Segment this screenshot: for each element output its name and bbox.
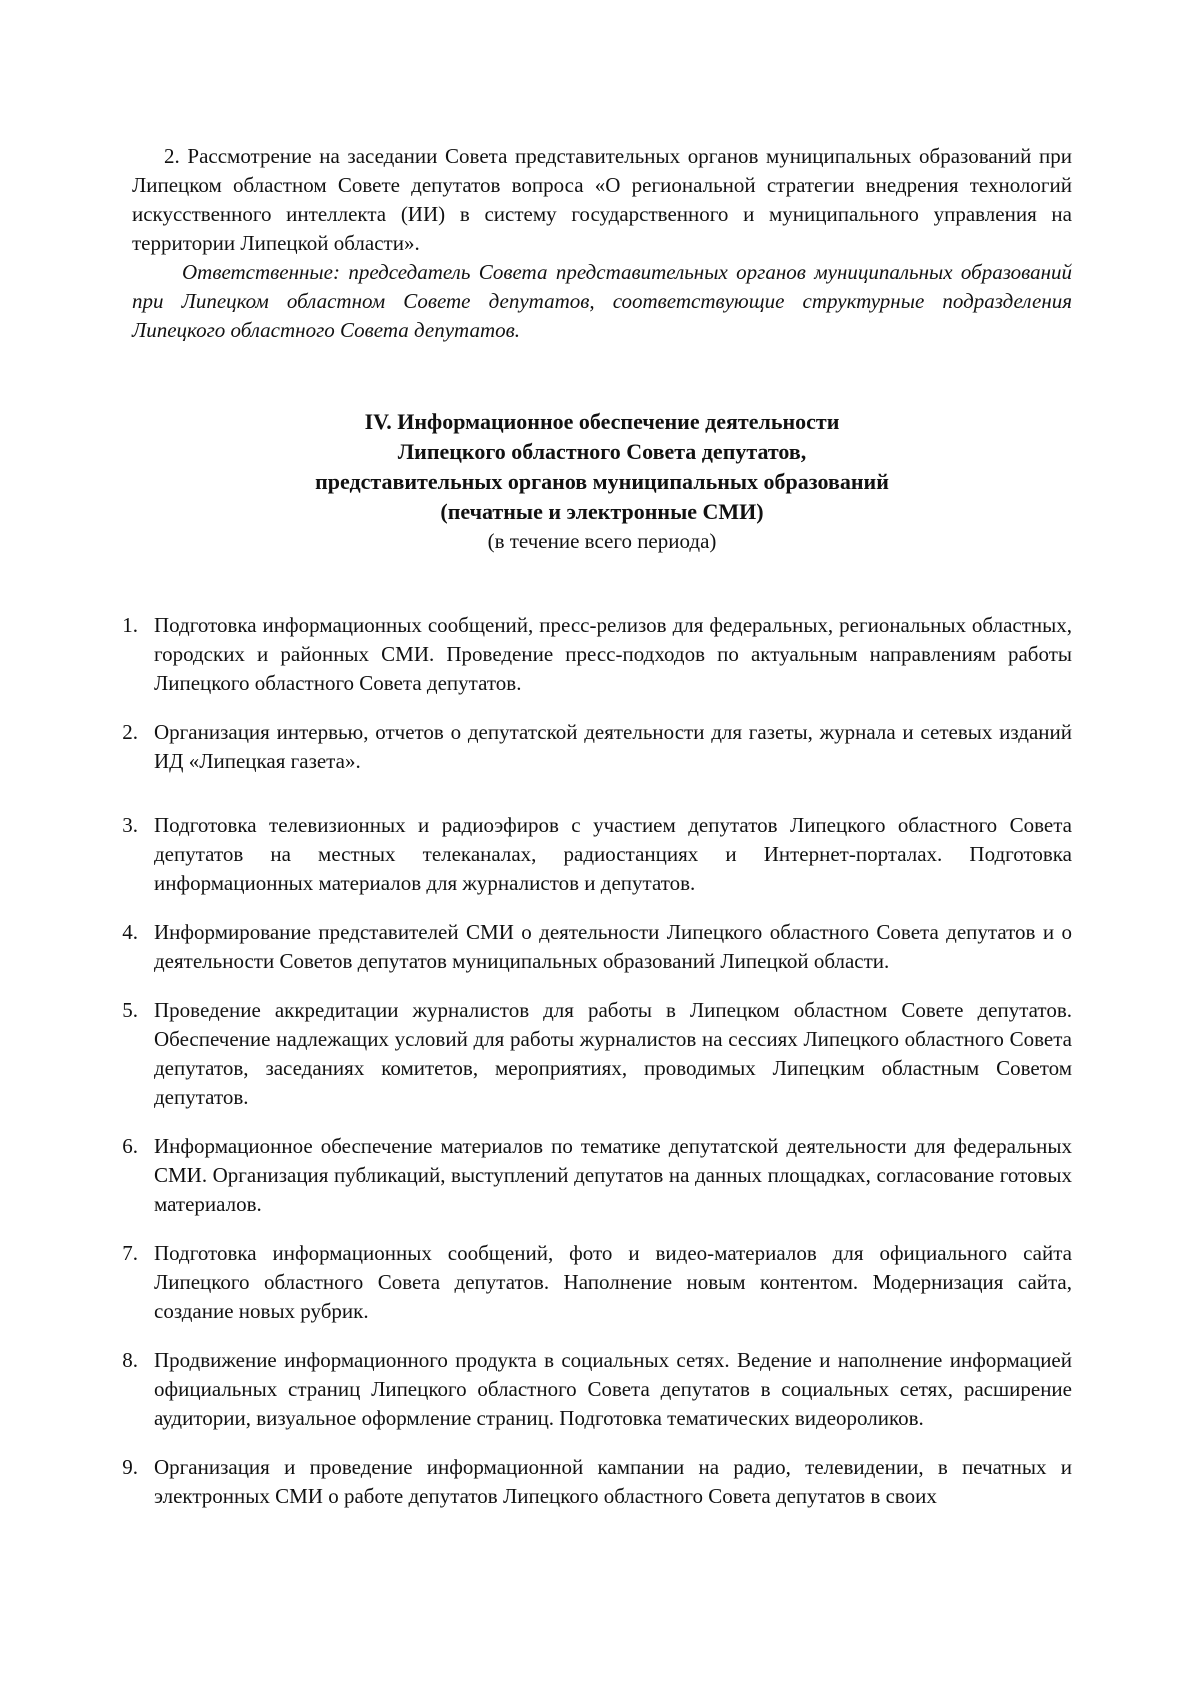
list-item-number: 6. xyxy=(122,1134,138,1158)
section-title-line-4: (печатные и электронные СМИ) xyxy=(440,499,764,524)
list-item-text: Подготовка телевизионных и радиоэфиров с участием депутатов Липецкого областного Совета депутатов на местных телеканалах, радиостанциях и Интернет-порталах. Подготовка информационных материалов для журналистов и депутатов. xyxy=(154,813,1072,895)
list-item-text: Организация и проведение информационной кампании на радио, телевидении, в печатных и электронных СМИ о работе депутатов Липецкого областного Совета депутатов в своих xyxy=(154,1455,1072,1508)
activity-list xyxy=(122,611,1072,1511)
list-item xyxy=(122,1239,1072,1326)
intro-paragraph: 2. Рассмотрение на заседании Совета представительных органов муниципальных образований при Липецком областном Совете депутатов вопроса «О региональной стратегии внедрения технологий искусственного интеллекта (ИИ) в систему государственного и муниципального управления на территории Липецкой области». xyxy=(132,144,1072,255)
list-item-number: 8. xyxy=(122,1348,138,1372)
list-item-text: Подготовка информационных сообщений, фото и видео-материалов для официального сайта Липецкого областного Совета депутатов. Наполнение новым контентом. Модернизация сайта, создание новых рубрик. xyxy=(154,1241,1072,1323)
list-item xyxy=(122,1346,1072,1433)
list-item xyxy=(122,1453,1072,1511)
list-item xyxy=(122,718,1072,776)
list-item xyxy=(122,611,1072,698)
document-body xyxy=(122,142,1072,1531)
list-item-number: 2. xyxy=(122,720,138,744)
list-item xyxy=(122,811,1072,898)
list-item xyxy=(122,996,1072,1112)
section-title-line-1: IV. Информационное обеспечение деятельности xyxy=(364,409,840,434)
section-title-line-2: Липецкого областного Совета депутатов, xyxy=(397,439,807,464)
list-item-text: Проведение аккредитации журналистов для работы в Липецком областном Совете депутатов. Обеспечение надлежащих условий для работы журналистов на сессиях Липецкого областного Совета депутатов, заседаниях комитетов, мероприятиях, проводимых Липецким областным Советом депутатов. xyxy=(154,998,1072,1109)
section-subtitle: (в течение всего периода) xyxy=(487,529,717,553)
list-item-number: 7. xyxy=(122,1241,138,1265)
responsible-note: Ответственные: председатель Совета представительных органов муниципальных образований при Липецком областном Совете депутатов, соответствующие структурные подразделения Липецкого областного Совета депутатов. xyxy=(132,260,1072,342)
list-item-number: 5. xyxy=(122,998,138,1022)
section-title-line-3: представительных органов муниципальных образований xyxy=(315,469,889,494)
list-item-text: Информирование представителей СМИ о деятельности Липецкого областного Совета депутатов и о деятельности Советов депутатов муниципальных образований Липецкой области. xyxy=(154,920,1072,973)
list-item xyxy=(122,1132,1072,1219)
section-heading xyxy=(132,407,1072,555)
list-item-number: 9. xyxy=(122,1455,138,1479)
list-item-number: 1. xyxy=(122,613,138,637)
list-item-text: Организация интервью, отчетов о депутатской деятельности для газеты, журнала и сетевых изданий ИД «Липецкая газета». xyxy=(154,720,1072,773)
list-item-number: 4. xyxy=(122,920,138,944)
list-item-text: Информационное обеспечение материалов по тематике депутатской деятельности для федеральных СМИ. Организация публикаций, выступлений депутатов на данных площадках, согласование готовых материалов. xyxy=(154,1134,1072,1216)
list-item xyxy=(122,918,1072,976)
list-item-number: 3. xyxy=(122,813,138,837)
list-item-text: Продвижение информационного продукта в социальных сетях. Ведение и наполнение информацией официальных страниц Липецкого областного Совета депутатов в социальных сетях, расширение аудитории, визуальное оформление страниц. Подготовка тематических видеороликов. xyxy=(154,1348,1072,1430)
list-item-text: Подготовка информационных сообщений, пресс-релизов для федеральных, региональных областных, городских и районных СМИ. Проведение пресс-подходов по актуальным направлениям работы Липецкого областного Совета депутатов. xyxy=(154,613,1072,695)
